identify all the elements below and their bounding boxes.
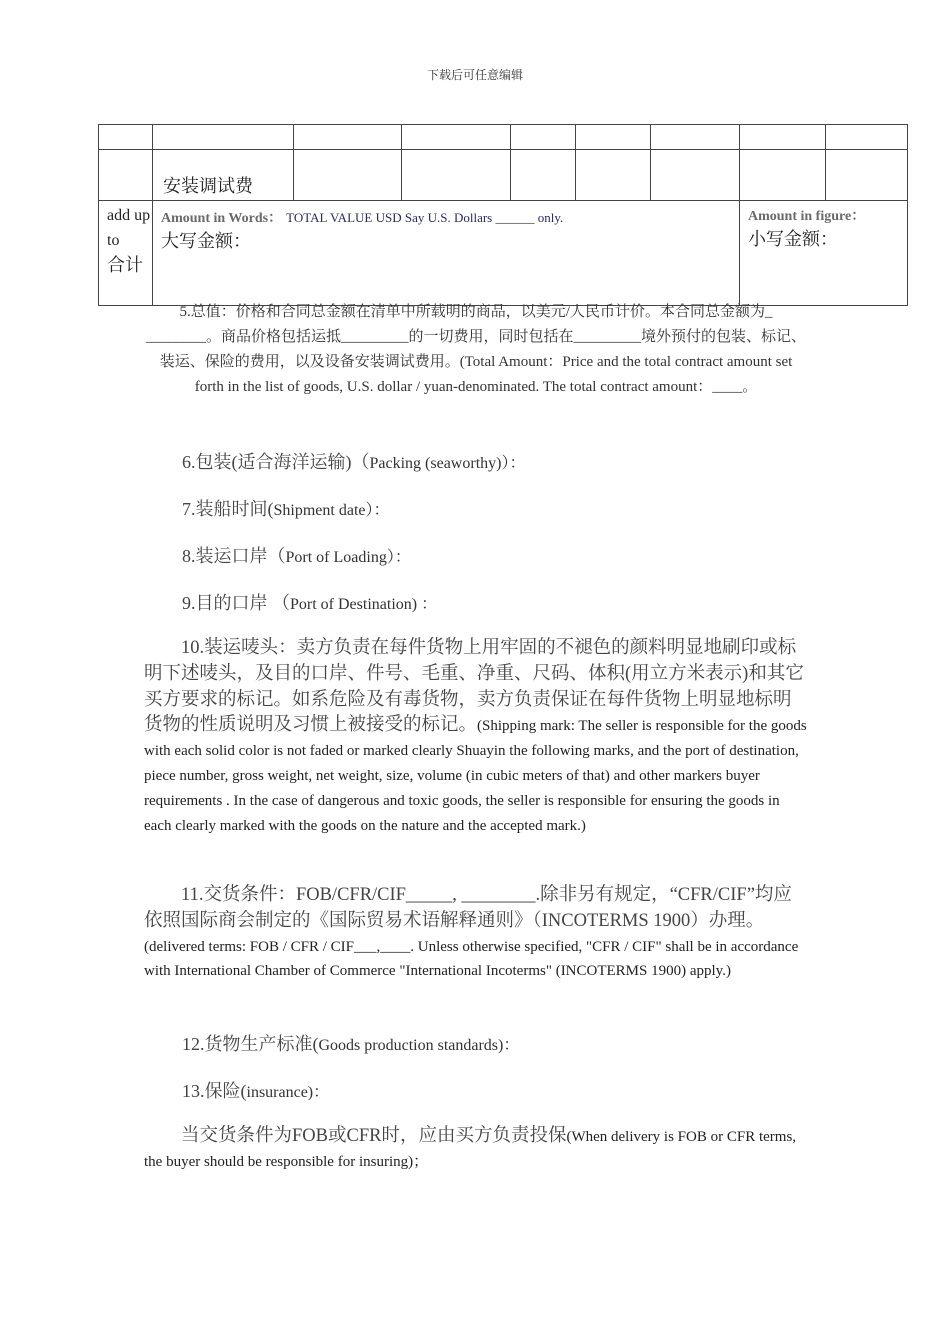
amount-figure-label: Amount in figure： xyxy=(748,209,866,224)
item-11-cn: 11.交货条件：FOB/CFR/CIF_____, ________.除非另有规定，“CFR/CIF”均应依照国际商会制定的《国际贸易术语解释通则》（INCOTERMS 1900）办理。 xyxy=(144,885,792,931)
total-row xyxy=(99,201,908,306)
table-cell xyxy=(651,125,740,150)
amount-words-cn: 大写金额： xyxy=(161,231,251,251)
item-9-en: Port of Destination) ： xyxy=(290,596,438,613)
table-cell xyxy=(576,150,651,201)
addup-cn: 合计 xyxy=(107,255,143,275)
table-cell xyxy=(99,125,153,150)
item-6-en: Packing (seaworthy)）： xyxy=(369,455,526,472)
item-12-en: Goods production standards)： xyxy=(318,1037,520,1054)
table-cell xyxy=(511,150,576,201)
amount-words-label: Amount in Words： xyxy=(161,211,283,226)
section-5-total-value: 5.总值：价格和合同总金额在清单中所载明的商品，以美元/人民币计价。本合同总金额为_ ________。商品价格包括运抵_________的一切费用，同时包括在_________境外预付的包装、标记、装运、保险的费用，以及设备安装调试费用。(Total Amount：Price and the total contract amount set forth in the list of goods, U.S. dollar / yuan-denominated. The total contract amount：____。 xyxy=(145,304,806,395)
table-cell xyxy=(576,125,651,150)
item-12-production-standards xyxy=(182,1030,846,1056)
table-cell xyxy=(402,125,511,150)
table-cell xyxy=(511,125,576,150)
page-header: 下载后可任意编辑 xyxy=(426,68,523,82)
item-10-en: (Shipping mark: The seller is responsible for the goods with each solid color is not faded or marked clearly Shuayin the following marks, and the port of destination, piece number, gross weight, net weight, size, volume (in cubic meters of that) and other markers buyer requirements . In the case of dangerous and toxic goods, the seller is responsible for ensuring the goods in each clearly marked with the goods on the nature and the accepted mark.) xyxy=(144,718,807,834)
amount-figure-cn: 小写金额： xyxy=(748,229,838,249)
table-cell xyxy=(826,150,908,201)
item-8-port-of-loading xyxy=(182,542,846,568)
table-cell xyxy=(153,125,294,150)
table-cell xyxy=(99,150,153,201)
table-row xyxy=(99,125,908,150)
item-6-cn: 6.包装(适合海洋运输)（ xyxy=(182,452,370,472)
addup-en: add up to xyxy=(107,207,151,249)
item-6-packing xyxy=(182,448,846,474)
table-cell xyxy=(294,125,402,150)
item-9-port-of-destination xyxy=(182,589,846,615)
item-8-cn: 8.装运口岸（ xyxy=(182,546,286,566)
table-cell xyxy=(826,125,908,150)
item-13-cn: 13.保险( xyxy=(182,1081,247,1101)
insurance-cn: 当交货条件为FOB或CFR时，应由买方负责投保 xyxy=(181,1126,567,1146)
table-cell xyxy=(740,150,826,201)
amount-in-words-cell xyxy=(153,201,740,306)
table-cell xyxy=(294,150,402,201)
amount-in-figure-cell xyxy=(740,201,908,306)
table-cell xyxy=(740,125,826,150)
item-11-delivery-terms xyxy=(144,883,808,984)
insurance-paragraph xyxy=(144,1124,808,1175)
item-13-insurance xyxy=(182,1077,846,1103)
item-11-en: (delivered terms: FOB / CFR / CIF___,____. Unless otherwise specified, "CFR / CIF" shall be in accordance with International Chamber of Commerce "International Incoterms" (INCOTERMS 1900) apply.) xyxy=(144,938,799,980)
item-13-en: insurance)： xyxy=(246,1084,330,1101)
item-7-en: Shipment date）： xyxy=(273,502,390,519)
item-9-cn: 9.目的口岸 （ xyxy=(182,593,290,613)
item-7-cn: 7.装船时间( xyxy=(182,499,274,519)
item-12-cn: 12.货物生产标准( xyxy=(182,1034,319,1054)
item-10-cn: 10.装运唛头：卖方负责在每件货物上用牢固的不褪色的颜料明显地刷印或标明下述唛头，及目的口岸、件号、毛重、净重、尺码、体积(用立方米表示)和其它买方要求的标记。如系危险及有毒货物，卖方负责保证在每件货物上明显地标明货物的性质说明及习惯上被接受的标记。 xyxy=(144,638,804,736)
insurance-en: (When delivery is FOB or CFR terms, the buyer should be responsible for insuring)； xyxy=(144,1129,797,1170)
amount-words-text: TOTAL VALUE USD Say U.S. Dollars ______ only. xyxy=(286,210,564,225)
item-7-shipment-date xyxy=(182,495,846,521)
item-8-en: Port of Loading）： xyxy=(285,549,411,566)
table-cell xyxy=(402,150,511,201)
addup-cell xyxy=(99,201,153,306)
install-fee-cell: 安装调试费 xyxy=(153,150,294,201)
table-cell xyxy=(651,150,740,201)
goods-table xyxy=(98,124,908,306)
item-10-shipping-mark xyxy=(144,636,808,838)
table-row xyxy=(99,150,908,201)
